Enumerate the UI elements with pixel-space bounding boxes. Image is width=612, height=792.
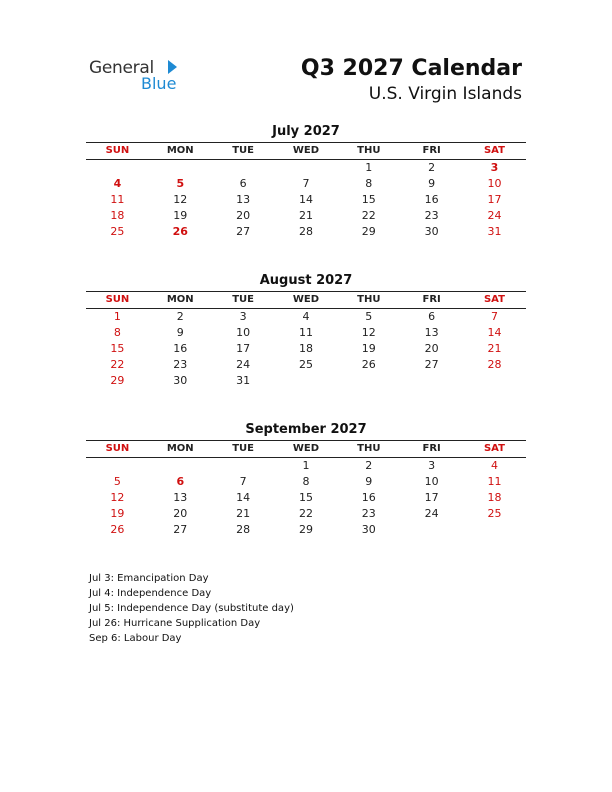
month-title: September 2027 xyxy=(245,422,367,437)
week-row xyxy=(86,474,526,490)
week-row xyxy=(86,357,526,373)
day-cell: 25 xyxy=(298,358,313,371)
day-cell: 7 xyxy=(490,310,498,323)
weekday-label: FRI xyxy=(422,294,441,305)
day-cell xyxy=(149,160,212,176)
day-cell: 29 xyxy=(110,374,125,387)
day-cell xyxy=(86,160,149,176)
day-cell: 13 xyxy=(173,491,188,504)
holiday-notes xyxy=(89,571,294,646)
day-cell: 21 xyxy=(487,342,502,355)
day-cell: 15 xyxy=(298,491,313,504)
weekday-label: THU xyxy=(357,145,381,156)
day-cell: 31 xyxy=(236,374,251,387)
weekday-label: FRI xyxy=(422,443,441,454)
day-cell: 27 xyxy=(236,225,251,238)
day-cell: 22 xyxy=(110,358,125,371)
day-cell: 5 xyxy=(176,177,185,190)
day-cell: 15 xyxy=(110,342,125,355)
weekday-label: MON xyxy=(166,145,194,156)
month-calendar xyxy=(86,273,526,389)
day-cell: 29 xyxy=(361,225,376,238)
day-cell: 11 xyxy=(298,326,313,339)
day-cell: 16 xyxy=(173,342,188,355)
week-row xyxy=(86,506,526,522)
day-cell: 19 xyxy=(110,507,125,520)
day-cell: 17 xyxy=(487,193,502,206)
day-cell: 7 xyxy=(302,177,310,190)
day-cell: 18 xyxy=(298,342,313,355)
weekday-label: SAT xyxy=(483,294,505,305)
day-cell: 19 xyxy=(361,342,376,355)
day-cell: 8 xyxy=(113,326,121,339)
weekday-label: SUN xyxy=(105,294,130,305)
month-calendar xyxy=(86,422,526,538)
week-row xyxy=(86,192,526,208)
day-cell: 29 xyxy=(298,523,313,536)
day-cell: 12 xyxy=(110,491,125,504)
day-cell: 24 xyxy=(236,358,251,371)
day-cell: 31 xyxy=(487,225,502,238)
day-cell: 6 xyxy=(176,475,185,488)
logo-text-general: General xyxy=(89,58,154,78)
day-cell: 10 xyxy=(236,326,251,339)
day-cell: 8 xyxy=(302,475,310,488)
weekday-label: WED xyxy=(292,443,320,454)
day-cell: 4 xyxy=(302,310,310,323)
holiday-note: Jul 4: Independence Day xyxy=(89,588,212,599)
day-cell xyxy=(463,373,526,389)
month-title: July 2027 xyxy=(272,124,340,139)
day-cell: 2 xyxy=(428,161,436,174)
day-cell: 14 xyxy=(298,193,313,206)
day-cell: 1 xyxy=(113,310,121,323)
day-cell: 2 xyxy=(365,459,373,472)
day-cell: 17 xyxy=(424,491,439,504)
weekday-label: THU xyxy=(357,443,381,454)
day-cell xyxy=(275,160,338,176)
day-cell: 9 xyxy=(428,177,436,190)
day-cell: 28 xyxy=(298,225,313,238)
day-cell: 15 xyxy=(361,193,376,206)
day-cell: 5 xyxy=(113,475,121,488)
day-cell: 1 xyxy=(302,459,310,472)
day-cell: 26 xyxy=(361,358,376,371)
day-cell: 14 xyxy=(487,326,502,339)
day-cell: 14 xyxy=(236,491,251,504)
day-cell: 9 xyxy=(176,326,184,339)
day-cell: 13 xyxy=(424,326,439,339)
week-row xyxy=(86,341,526,357)
day-cell xyxy=(400,522,463,538)
weekday-label: THU xyxy=(357,294,381,305)
day-cell: 21 xyxy=(298,209,313,222)
day-cell: 21 xyxy=(236,507,251,520)
day-cell: 30 xyxy=(361,523,376,536)
weekday-label: TUE xyxy=(232,145,254,156)
day-cell: 4 xyxy=(113,177,122,190)
week-row xyxy=(86,490,526,506)
weekday-label: WED xyxy=(292,145,320,156)
weekday-header-row xyxy=(86,292,526,308)
holiday-note: Sep 6: Labour Day xyxy=(89,633,182,644)
weekday-label: MON xyxy=(166,443,194,454)
day-cell: 24 xyxy=(487,209,502,222)
day-cell xyxy=(86,458,149,474)
day-cell: 8 xyxy=(365,177,373,190)
day-cell xyxy=(149,458,212,474)
week-row xyxy=(86,458,526,474)
day-cell: 28 xyxy=(236,523,251,536)
week-row xyxy=(86,309,526,325)
day-cell xyxy=(463,522,526,538)
day-cell: 19 xyxy=(173,209,188,222)
day-cell: 2 xyxy=(176,310,184,323)
day-cell: 27 xyxy=(424,358,439,371)
day-cell xyxy=(212,458,275,474)
day-cell: 18 xyxy=(487,491,502,504)
day-cell: 3 xyxy=(428,459,436,472)
holiday-note: Jul 5: Independence Day (substitute day) xyxy=(89,603,294,614)
day-cell: 30 xyxy=(173,374,188,387)
month-calendar xyxy=(86,124,526,240)
day-cell: 30 xyxy=(424,225,439,238)
day-cell: 22 xyxy=(298,507,313,520)
weekday-label: TUE xyxy=(232,443,254,454)
logo-triangle-icon xyxy=(168,60,177,74)
day-cell: 4 xyxy=(490,459,498,472)
day-cell: 11 xyxy=(110,193,125,206)
day-cell: 28 xyxy=(487,358,502,371)
week-row xyxy=(86,373,526,389)
page-title: Q3 2027 Calendar xyxy=(300,56,522,81)
weekday-label: MON xyxy=(166,294,194,305)
day-cell: 20 xyxy=(173,507,188,520)
week-row xyxy=(86,325,526,341)
day-cell: 7 xyxy=(239,475,247,488)
day-cell: 25 xyxy=(487,507,502,520)
generalblue-logo xyxy=(89,58,189,94)
day-cell: 1 xyxy=(365,161,373,174)
week-row xyxy=(86,160,526,176)
weekday-label: SUN xyxy=(105,443,130,454)
day-cell: 13 xyxy=(236,193,251,206)
day-cell: 6 xyxy=(428,310,436,323)
week-row xyxy=(86,224,526,240)
day-cell xyxy=(212,160,275,176)
day-cell: 17 xyxy=(236,342,251,355)
day-cell: 11 xyxy=(487,475,502,488)
week-row xyxy=(86,176,526,192)
day-cell: 12 xyxy=(361,326,376,339)
weekday-label: TUE xyxy=(232,294,254,305)
day-cell: 26 xyxy=(172,225,188,238)
day-cell: 10 xyxy=(424,475,439,488)
weekday-label: SAT xyxy=(483,443,505,454)
day-cell xyxy=(275,373,338,389)
weekday-header-row xyxy=(86,441,526,457)
day-cell: 26 xyxy=(110,523,125,536)
page-subtitle: U.S. Virgin Islands xyxy=(368,84,522,104)
holiday-note: Jul 26: Hurricane Supplication Day xyxy=(89,618,261,629)
day-cell xyxy=(337,373,400,389)
weekday-label: WED xyxy=(292,294,320,305)
day-cell: 23 xyxy=(361,507,376,520)
day-cell: 27 xyxy=(173,523,188,536)
day-cell: 6 xyxy=(239,177,247,190)
day-cell: 23 xyxy=(173,358,188,371)
weekday-label: FRI xyxy=(422,145,441,156)
weekday-label: SUN xyxy=(105,145,130,156)
day-cell: 16 xyxy=(361,491,376,504)
day-cell: 9 xyxy=(365,475,373,488)
month-title: August 2027 xyxy=(259,273,353,288)
day-cell: 18 xyxy=(110,209,125,222)
weekday-header-row xyxy=(86,143,526,159)
day-cell: 3 xyxy=(490,161,499,174)
day-cell: 24 xyxy=(424,507,439,520)
logo-text-blue: Blue xyxy=(141,74,177,93)
day-cell: 20 xyxy=(236,209,251,222)
day-cell: 3 xyxy=(239,310,247,323)
day-cell xyxy=(400,373,463,389)
day-cell: 25 xyxy=(110,225,125,238)
day-cell: 5 xyxy=(365,310,373,323)
day-cell: 10 xyxy=(487,177,502,190)
day-cell: 16 xyxy=(424,193,439,206)
day-cell: 22 xyxy=(361,209,376,222)
weekday-label: SAT xyxy=(483,145,505,156)
week-row xyxy=(86,208,526,224)
week-row xyxy=(86,522,526,538)
holiday-note: Jul 3: Emancipation Day xyxy=(89,573,209,584)
day-cell: 20 xyxy=(424,342,439,355)
day-cell: 12 xyxy=(173,193,188,206)
day-cell: 23 xyxy=(424,209,439,222)
